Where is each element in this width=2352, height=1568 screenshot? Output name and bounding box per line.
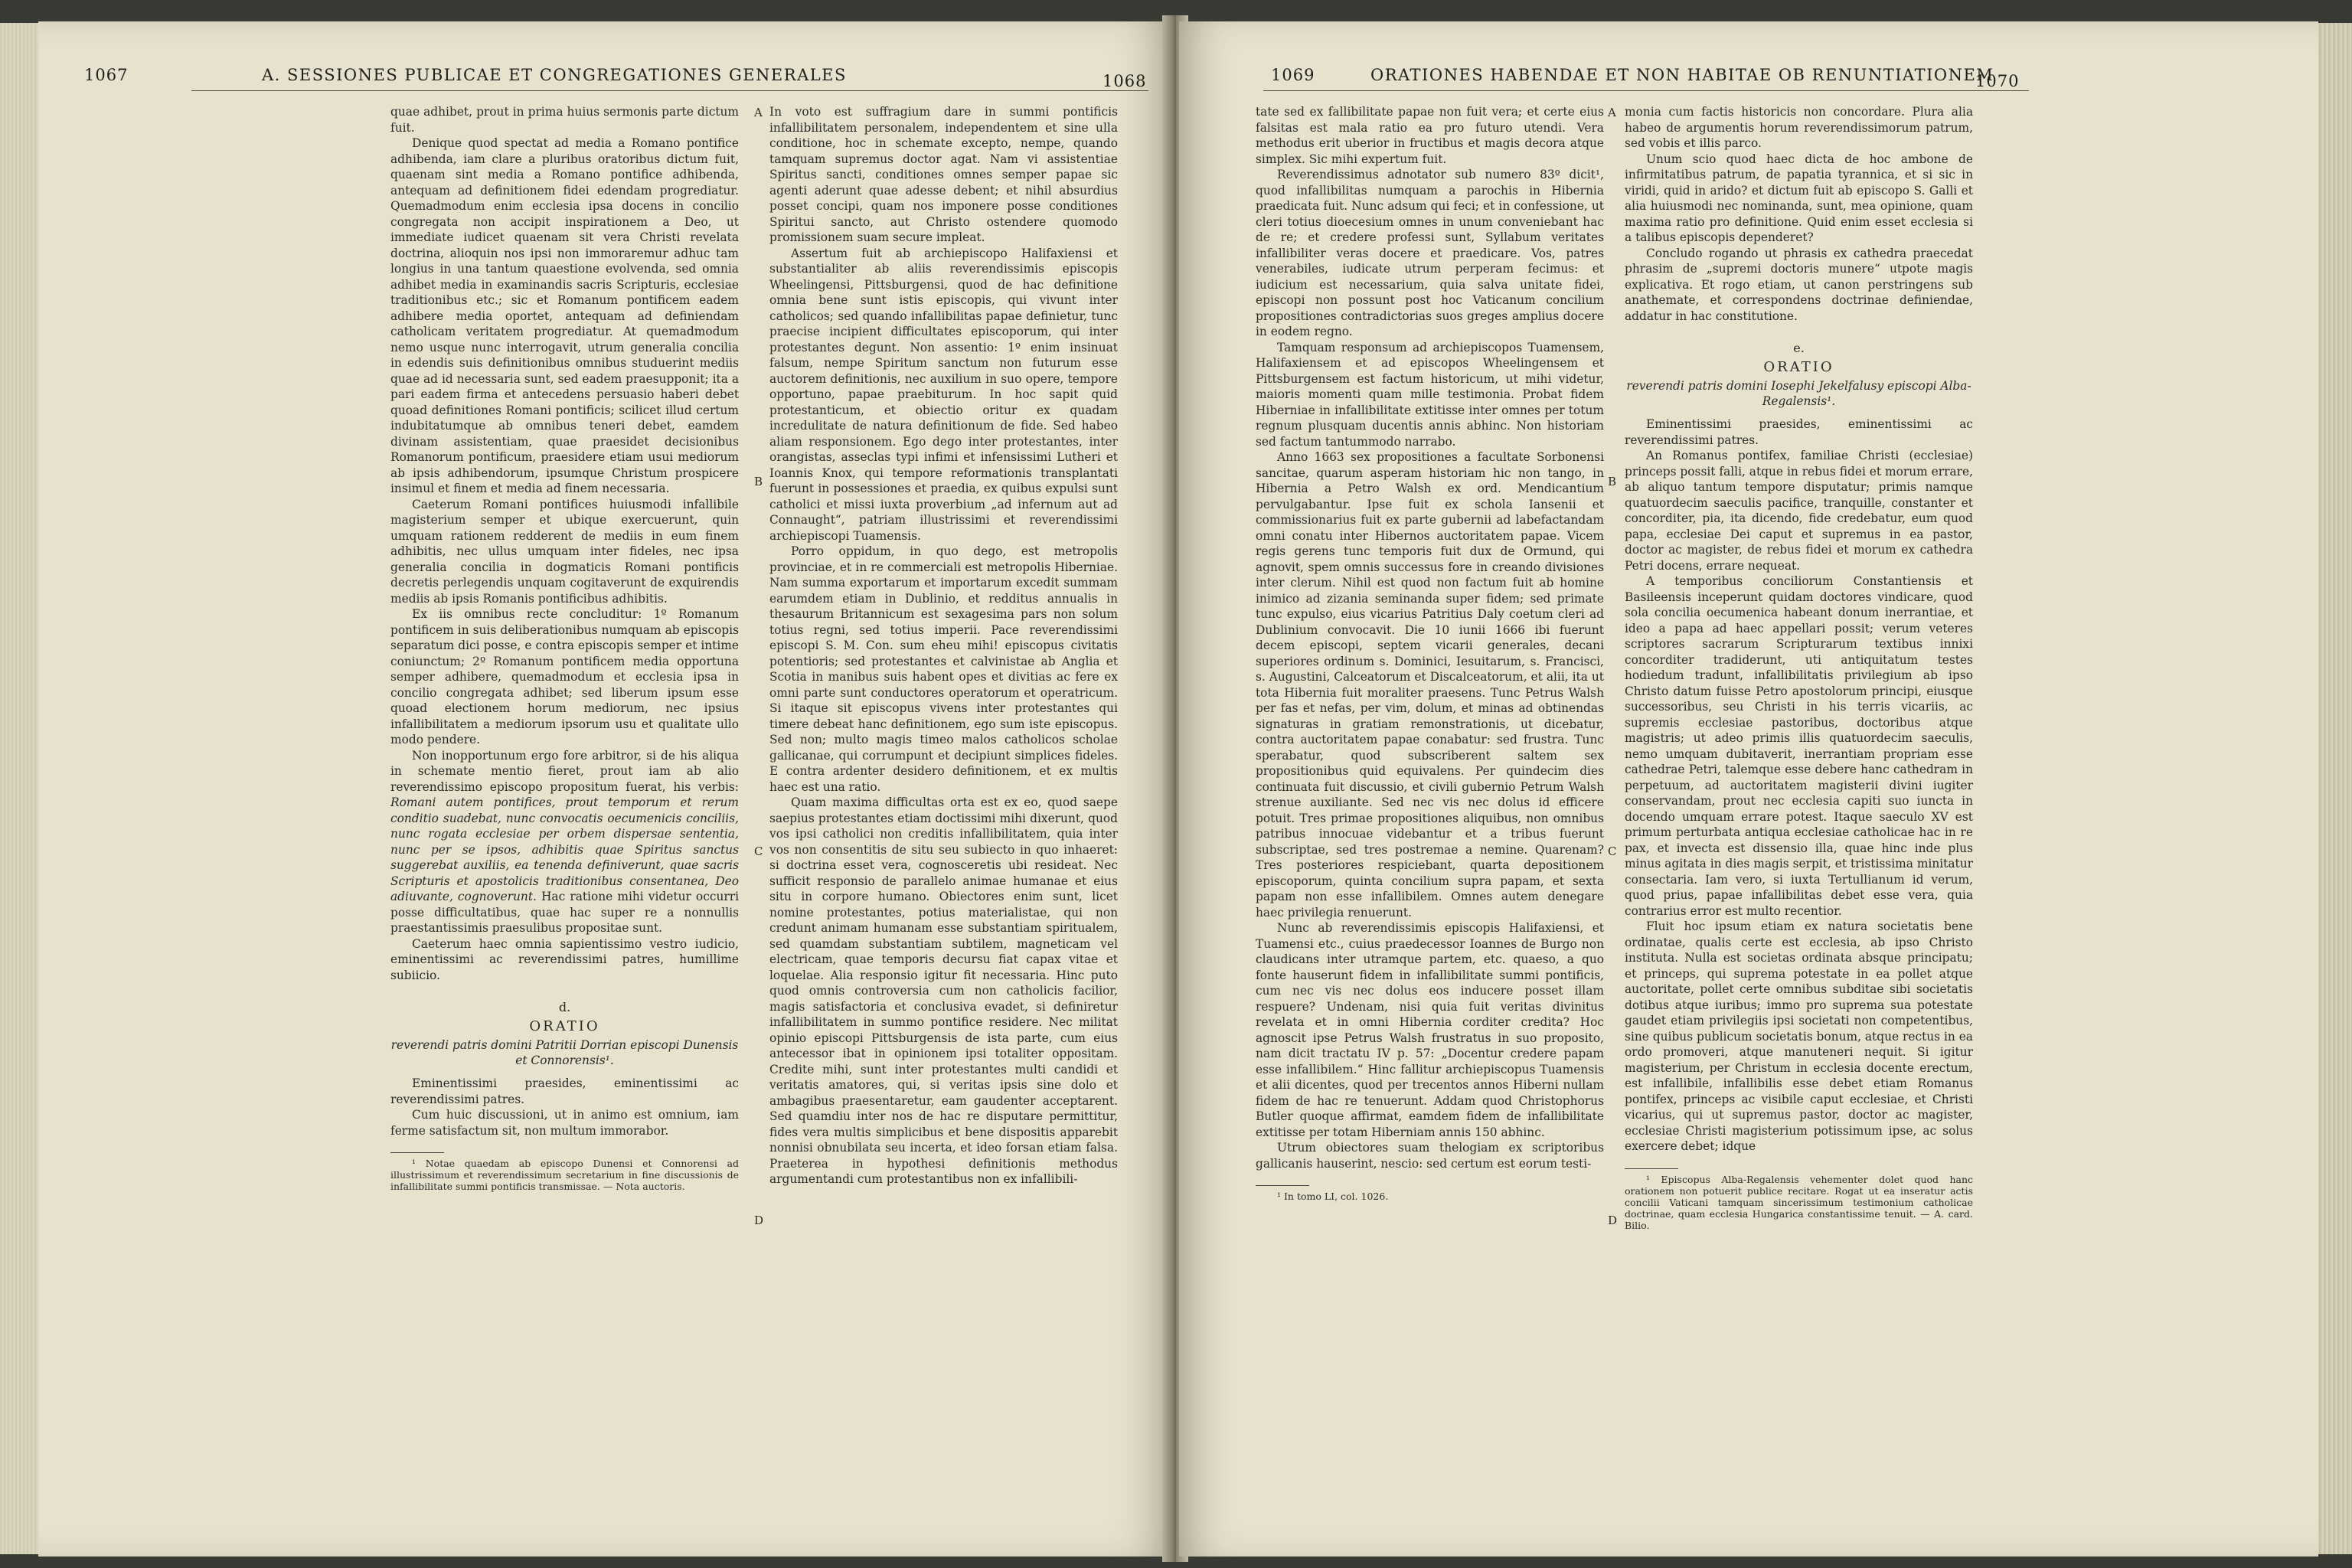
footnote-rule xyxy=(1256,1185,1309,1186)
right-page-column-2 xyxy=(1625,104,1973,1231)
oratio-heading: ORATIO xyxy=(1763,358,1834,375)
oratio-heading: ORATIO xyxy=(529,1018,600,1034)
page-number-1067: 1067 xyxy=(84,66,129,84)
paragraph-text: Non inopportunum ergo fore arbitror, si de his aliqua in schemate mentio fieret, prout iam ab alio reverendissimo episcopo propositum fuerat, his verbis: xyxy=(390,748,739,794)
running-head-right: ORATIONES HABENDAE ET NON HABITAE OB RENUNTIATIONEM xyxy=(1370,66,1994,84)
left-page-column-2 xyxy=(769,104,1118,1187)
left-page-header xyxy=(38,49,1170,90)
header-rule xyxy=(191,90,1148,91)
margin-letter-b: B xyxy=(1608,475,1617,488)
paragraph: monia cum factis historicis non concordare. Plura alia habeo de argumentis horum reverendissimorum patrum, sed vobis et illis parco. xyxy=(1625,105,1973,150)
paragraph: Anno 1663 sex propositiones a facultate Sorbonensi sancitae, quarum asperam historiam hic non tango, in Hibernia a Petro Walsh ex ord. Mendicantium pervulgabantur. Ipse fuit ex schola Iansenii et commissionarius fuit ex parte gubernii ad labefactandam omni conatu inter Hibernos auctoritatem papae. Vicem regis gerens tunc temporis fuit dux de Ormund, qui agnovit, spem omnis successus fore in creando divisiones inter clerum. Nihil est quod non factum fuit ab homine inimico ad zizania seminanda super fidem; sed primate tunc expulso, eius vicarius Patritius Daly coetum cleri ad Dublinium convocavit. Die 10 iunii 1666 ibi fuerunt decem episcopi, septem vicarii generales, decani superiores ordinum s. Dominici, Iesuitarum, s. Francisci, s. Augustini, Calceatorum et Discalceatorum, et alii, ita ut tota Hibernia fuit moraliter praesens. Tunc Petrus Walsh per fas et nefas, per vim, dolum, et minas ad obtinendas signaturas in gratiam remonstrationis, ut dicebatur, contra auctoritatem papae conabatur: sed frustra. Tunc sperabatur, quod subscriberent saltem sex propositionibus quid equivalens. Per quindecim dies continuata fuit discussio, et civili gubernio Petrum Walsh strenue auxiliante. Sed nec vis nec dolus id efficere potuit. Tres primae propositiones aliquibus, non omnibus patribus innocuae videbantur et a tribus fuerunt subscriptae, sed tres postremae a nemine. Quarenam? Tres posteriores respiciebant, quarta depositionem episcoporum, quinta concilium supra papam, et sexta papam non esse infallibilem. Omnes autem denegare haec privilegia renuerunt. xyxy=(1256,450,1604,920)
footnote-rule xyxy=(390,1152,444,1153)
paragraph-text: Hac ratione mihi videtur occurri posse difficultatibus, quae hac super re a nonnullis praestantissimis praesulibus propositae sunt. xyxy=(390,890,739,935)
italic-quote: Romani autem pontifices, prout temporum et rerum conditio suadebat, nunc convocatis oecumenicis conciliis, nunc rogata ecclesiae per orbem dispersae sententia, nunc per se ipsos, adhibitis quae Spiritus sanctus suggerebat auxiliis, ea tenenda definiverunt, quae sacris Scripturis et apostolicis traditionibus consentanea, Deo adiuvante, cognoverunt. xyxy=(390,795,739,903)
paragraph: Porro oppidum, in quo dego, est metropolis provinciae, et in re commerciali est metropolis Hiberniae. Nam summa exportarum et importarum excedit summam earumdem etiam in Dublinio, et redditus annualis in thesaurum Britannicum est sexagesima pars non solum totius regni, sed totius imperii. Pace reverendissimi episcopi S. M. Con. sum eheu mihi! episcopus civitatis potentioris; sed protestantes et calvinistae ab Anglia et Scotia in manibus suis habent opes et divitias ac fere ex omni parte sunt conductores operatorum et operatricum. Si itaque sit episcopus vivens inter protestantes qui timere debeat hanc definitionem, ego sum iste episcopus. Sed non; multo magis timeo malos catholicos scholae gallicanae, qui corrumpunt et decipiunt simplices fideles. E contra ardenter desidero definitionem, et ex multis haec est una ratio. xyxy=(769,544,1118,794)
paragraph: An Romanus pontifex, familiae Christi (ecclesiae) princeps possit falli, atque in rebus fidei et morum errare, ab aliquo tantum tempore disputatur; primis namque quatuordecim saeculis pacifice, tranquille, constanter et concorditer, pia, ita dicendo, fide credebatur, eum quod papa, ecclesiae Dei caput et supremus in ea pastor, doctor ac magister, de rebus fidei et morum ex cathedra Petri docens, errare nequeat. xyxy=(1625,449,1973,573)
paragraph: tate sed ex fallibilitate papae non fuit vera; et certe eius falsitas est mala ratio ea pro futuro utendi. Vera methodus erit uberior in fructibus et magis decora atque simplex. Sic mihi expertum fuit. xyxy=(1256,105,1604,166)
paragraph: Caeterum haec omnia sapientissimo vestro iudicio, eminentissimi ac reverendissimi patres, humillime subiicio. xyxy=(390,936,739,982)
margin-letter-d: D xyxy=(754,1214,764,1227)
paragraph: A temporibus conciliorum Constantiensis et Basileensis inceperunt quidam doctores vindicare, quod sola concilia oecumenica habeant donum inerrantiae, et ideo a papa ad haec appellari possit; verum veteres scriptores sacrarum Scripturarum textibus innixi concorditer tradiderunt, uti antiquitatum testes hodiedum tradunt, infallibilitatis privilegium ab ipso Christo datum fuisse Petro apostolorum principi, eiusque successoribus, seu Christi in his terris vicariis, ac supremis ecclesiae pastoribus, doctoribus atque magistris; ut adeo primis illis quatuordecim saeculis, nemo umquam dubitaverit, inerrantiam propriam esse cathedrae Petri, talemque esse debere hanc cathedram in perpetuum, ad auctoritatem magisterii divini iugiter conservandam, prout nec ecclesia capiti suo iuncta in docendo umquam errare potest. Itaque saeculo XV est primum perturbata antiqua ecclesiae catholicae hac in re pax, et invecta est dissensio illa, quae hinc inde plus minus agitata in dies magis serpit, et tristissima minitatur consectaria. Iam vero, si iuxta Tertullianum id verum, quod prius, papae infallibilitas debet esse vera, quia contrarius error est multo recentior. xyxy=(1625,574,1973,918)
oratio-subtitle: reverendi patris domini Iosephi Jekelfalusy episcopi Alba-Regalensis¹. xyxy=(1626,379,1971,408)
right-page-column-1 xyxy=(1256,104,1604,1202)
left-page-column-1 xyxy=(390,104,739,1192)
paragraph: Utrum obiectores suam thelogiam ex scriptoribus gallicanis hauserint, nescio: sed certum est eorum testi- xyxy=(1256,1141,1604,1171)
page-number-1069: 1069 xyxy=(1271,66,1315,84)
paragraph: Concludo rogando ut phrasis ex cathedra praecedat phrasim de „supremi doctoris munere“ utpote magis explicativa. Et rogo etiam, ut canon perstringens sub anathemate, et correspondens doctrinae definiendae, addatur in hac constitutione. xyxy=(1625,246,1973,323)
footnote-rule xyxy=(1625,1168,1678,1169)
footnote: ¹ In tomo LI, col. 1026. xyxy=(1277,1191,1389,1202)
margin-letter-c: C xyxy=(1608,844,1617,858)
paragraph: Cum huic discussioni, ut in animo est omnium, iam ferme satisfactum sit, non multum immorabor. xyxy=(390,1108,739,1138)
right-page-header xyxy=(1179,49,2318,90)
right-page xyxy=(1179,21,2318,1557)
left-page xyxy=(38,21,1170,1557)
margin-letter-b: B xyxy=(754,475,763,488)
paragraph: Eminentissimi praesides, eminentissimi ac reverendissimi patres. xyxy=(390,1076,739,1106)
paragraph xyxy=(390,748,739,936)
page-number-1068: 1068 xyxy=(1102,72,1147,90)
section-letter: d. xyxy=(558,1000,571,1014)
paragraph: Ex iis omnibus recte concluditur: 1º Romanum pontificem in suis deliberationibus numquam ab episcopis separatum dici posse, e contra episcopis semper et intime coniunctum; 2º Romanum pontificem media opportuna semper adhibere, quemadmodum et ecclesia ipsa in concilio congregata adhibet; sed liberum ipsum esse quoad electionem horum mediorum, nec ipsius infallibilitatem a mediorum ipsorum usu et qualitate ullo modo pendere. xyxy=(390,607,739,746)
running-head-left: A. SESSIONES PUBLICAE ET CONGREGATIONES GENERALES xyxy=(262,66,847,84)
paragraph: Eminentissimi praesides, eminentissimi ac reverendissimi patres. xyxy=(1625,417,1973,447)
oratio-subtitle: reverendi patris domini Patritii Dorrian episcopi Dunensis et Connorensis¹. xyxy=(390,1038,739,1067)
paragraph: In voto est suffragium dare in summi pontificis infallibilitatem personalem, independentem et sine ulla conditione, hoc in schemate excepto, nempe, quando tamquam supremus doctor agat. Nam vi assistentiae Spiritus sancti, conditiones omnes semper papae sic agenti aderunt quae adesse debent; et nihil absurdius posset concipi, quam nos imponere posse conditiones Spiritui sancto, aut Christo ostendere quomodo promissionem suam secure impleat. xyxy=(769,105,1118,244)
paragraph: Unum scio quod haec dicta de hoc ambone de infirmitatibus patrum, de papatia tyrannica, et si sic in viridi, quid in arido? et dictum fuit ab episcopo S. Galli et alia huiusmodi nec nominanda, sunt, mea opinione, quam maxima ratio pro definitione. Quid enim esset ecclesia si a talibus episcopis dependeret? xyxy=(1625,152,1973,244)
section-letter: e. xyxy=(1793,341,1805,355)
margin-letter-a: A xyxy=(754,106,763,119)
page-number-1070: 1070 xyxy=(1975,72,2020,90)
header-rule xyxy=(1263,90,2029,91)
paragraph: Assertum fuit ab archiepiscopo Halifaxiensi et substantialiter ab aliis reverendissimis episcopis Wheelingensi, Pittsburgensi, quod de hac definitione omnia bene sunt istis episcopis, qui vivunt inter catholicos; sed quando infallibilitas papae definietur, tunc praecise incipient difficultates episcoporum, qui inter protestantes degunt. Non assentio: 1º enim insinuat falsum, nempe Spiritum sanctum non futurum esse auctorem definitionis, nec auxilium in suo opere, tempore opportuno, papae praebiturum. In hoc sapit quid protestanticum, et obiectio oritur ex quadam incredulitate de natura definitionum de fide. Sed habeo aliam responsionem. Ego dego inter protestantes, inter orangistas, asseclas typi infimi et infensissimi Lutheri et Ioannis Knox, qui tempore reformationis transplantati fuerunt in possessiones et praedia, ex quibus expulsi sunt catholici et missi iuxta proverbium „ad infernum aut ad Connaught“, patriam illustrissimi et reverendissimi archiepiscopi Tuamensis. xyxy=(769,246,1118,543)
margin-letter-c: C xyxy=(754,844,763,858)
footnote: ¹ Notae quaedam ab episcopo Dunensi et Connorensi ad illustrissimum et reverendissimum secretarium in fine discussionis de infallibilitate summi pontificis transmissae. — Nota auctoris. xyxy=(390,1158,739,1192)
margin-letter-a: A xyxy=(1608,106,1616,119)
paragraph: Reverendissimus adnotator sub numero 83º dicit¹, quod infallibilitas numquam a parochis in Hibernia praedicata fuit. Nunc adsum qui feci; et in confessione, ut cleri totius dioecesium omnes in unum conveniebant hac de re; et credere professi sunt, Syllabum veritates infallibiliter veras docere et praedicare. Vos, patres venerabiles, iudicate utrum perperam fecimus: et iudicium est necessarium, quia salva unitate fidei, episcopi non possunt post hoc Vaticanum concilium propositiones contradictorias suos greges amplius docere in eodem regno. xyxy=(1256,168,1604,338)
paragraph: Caeterum Romani pontifices huiusmodi infallibile magisterium semper et ubique exercuerunt, quin umquam rationem redderent de mediis in eum finem adhibitis, nec ullus umquam inter fideles, nec ipsa generalia concilia in dogmaticis Romani pontificis decretis perlegendis unquam cogitaverunt de exquirendis mediis ab ipsis Romanis pontificibus adhibitis. xyxy=(390,497,739,606)
paragraph: Fluit hoc ipsum etiam ex natura societatis bene ordinatae, qualis certe est ecclesia, ab ipso Christo instituta. Nulla est societas ordinata absque principatu; et princeps, qui suprema potestate in ea pollet atque auctoritate, pollet certe omnibus subditae sibi societatis dotibus atque iuribus; immo pro suprema sua potestate gaudet etiam privilegiis ipsi societati non competentibus, sine quibus publicum societatis bonum, atque rectus in ea ordo promoveri, atque manuteneri nequit. Si igitur magisterium, per Christum in ecclesia docente erectum, est infallibile, infallibilis esse debet etiam Romanus pontifex, princeps ac visibile caput ecclesiae, et Christi vicarius, qui ut supremus pastor, doctor ac magister, ecclesiae Christi magisterium potissimum ipse, ac solus exercere debet; idque xyxy=(1625,920,1973,1153)
paragraph: Nunc ab reverendissimis episcopis Halifaxiensi, et Tuamensi etc., cuius praedecessor Ioannes de Burgo non claudicans inter utramque partem, etc. quaeso, a quo fonte hauserunt fidem in infallibilitate summi pontificis, cum nec vis nec dolus eos inducere posset illam respuere? Undenam, nisi quia fuit veritas divinitus revelata et in omni Hibernia corditer credita? Hoc agnoscit ipse Petrus Walsh frustratus in suo proposito, nam dicit tractatu IV p. 57: „Docentur credere papam esse infallibilem.“ Hinc fallitur archiepiscopus Tuamensis et alii dicentes, quod per trecentos annos Hiberni nullam fidem de hac re tenuerunt. Addam quod Christophorus Butler quoque affirmat, eamdem fidem de infallibilitate extitisse per totam Hiberniam annis 150 abhinc. xyxy=(1256,921,1604,1139)
paragraph: Denique quod spectat ad media a Romano pontifice adhibenda, iam clare a pluribus oratoribus dictum fuit, quaenam sint media a Romano pontifice adhibenda, antequam ad definitionem fidei edendam progrediatur. Quemadmodum enim ecclesia ipsa docens in concilio congregata non accipit inspirationem a Deo, ut immediate iudicet quaenam sit vera Christi revelata doctrina, alioquin nos ipsi non immoraremur adhuc tam longius in una tantum quaestione evolvenda, sed omnia adhibet media in examinandis sacris Scripturis, ecclesiae traditionibus etc.; sic et Romanum pontificem eadem adhibere media oportet, antequam ad definiendam catholicam veritatem progrediatur. At quemadmodum nemo usque nunc interrogavit, utrum generalia concilia in edendis suis definitionibus omnibus studuerint mediis quae ad id necessaria sunt, sed eadem praesupponit; ita a pari eadem firma et antecedens persuasio haberi debet quoad definitiones Romani pontificis; scilicet illud certum indubitatumque ab omnibus teneri debet, eamdem divinam assistentiam, quae praesidet decisionibus Romanorum pontificum, praesidere etiam usui mediorum ab ipsis adhibendorum, ipsumque Christum prospicere insimul et finem et media ad finem necessaria. xyxy=(390,136,739,495)
footnote: ¹ Episcopus Alba-Regalensis vehementer dolet quod hanc orationem non potuerit publice recitare. Rogat ut ea inseratur actis concilii Vaticani tamquam sincerissimum testimonium catholicae doctrinae, quam ecclesia Hungarica constantissime tenuit. — A. card. Bilio. xyxy=(1625,1173,1973,1231)
paragraph: quae adhibet, prout in prima huius sermonis parte dictum fuit. xyxy=(390,105,739,135)
margin-letter-d: D xyxy=(1608,1214,1618,1227)
paragraph: Tamquam responsum ad archiepiscopos Tuamensem, Halifaxiensem et ad episcopos Wheelingensem et Pittsburgensem est factum historicum, ut mihi videtur, maioris momenti quam mille testimonia. Probat fidem Hiberniae in infallibilitate extitisse inter omnes per totum regnum plusquam ducentis annis abhinc. Non historiam sed factum tantummodo narrabo. xyxy=(1256,340,1604,449)
paragraph: Quam maxima difficultas orta est ex eo, quod saepe saepius protestantes etiam doctissimi mihi dixerunt, quod vos ipsi catholici non creditis infallibilitatem, quia inter vos non consentitis de situ seu subiecto in quo inhaeret: si doctrina esset vera, cognosceretis ubi resideat. Nec sufficit responsio de parallelo animae humanae et eius situ in corpore humano. Obiectores enim sunt, licet nomine protestantes, potius materialistae, qui non credunt animam humanam esse substantiam spiritualem, sed quamdam substantiam subtilem, magneticam vel electricam, quae temporis decursu fiat capax vitae et loquelae. Alia responsio igitur fit necessaria. Hinc puto quod omnis controversia cum non catholicis facilior, magis satisfactoria et conclusiva evadet, si definiretur infallibilitatem in summo pontifice residere. Nec militat opinio episcopi Pittsburgensis de ista parte, cum eius antecessor ibat in opinionem ipsi totaliter oppositam. Credite mihi, sunt inter protestantes multi candidi et veritatis amatores, qui, si veritas ipsis sine dolo et ambagibus praesentaretur, eam gaudenter acceptarent. Sed quamdiu inter nos de hac re disputare permittitur, fides vera multis simplicibus et bene dispositis apparebit nonnisi obnubilata seu incerta, et ideo forsan etiam falsa. Praeterea in hypothesi definitionis methodus argumentandi cum protestantibus non ex infallibili- xyxy=(769,795,1118,1186)
